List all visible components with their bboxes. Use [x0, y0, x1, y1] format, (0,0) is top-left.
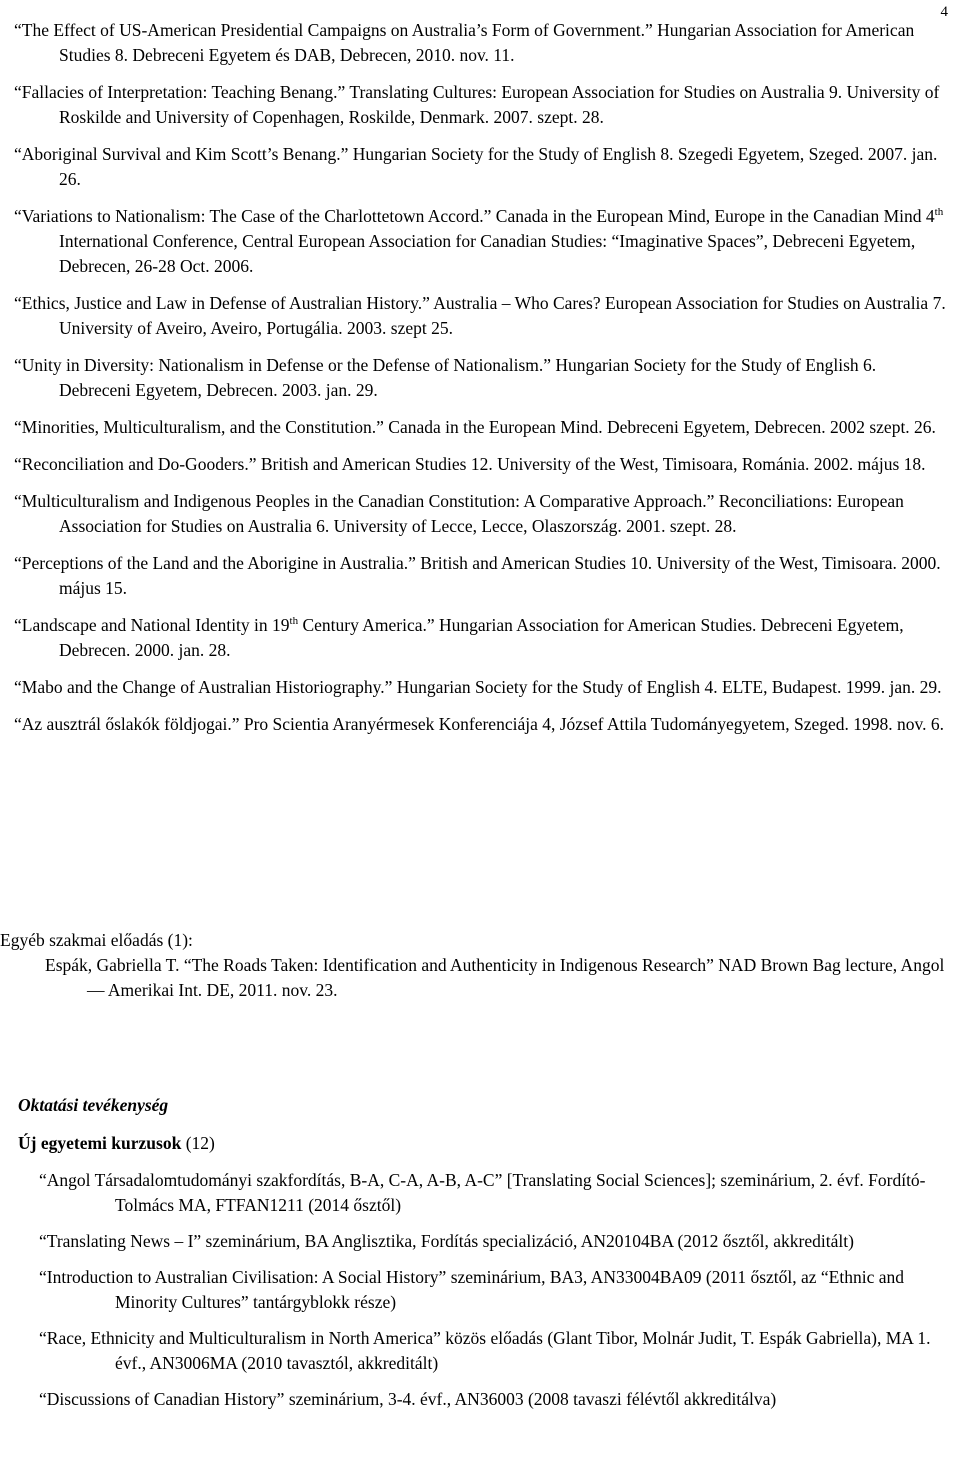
presentation-title: “Perceptions of the Land and the Aborigine in Australia.” — [14, 553, 416, 573]
list-item: “Translating News – I” szeminárium, BA Anglisztika, Fordítás specializáció, AN20104BA (2012 ősztől, akkreditált) — [39, 1231, 854, 1251]
courses-heading-label: Új egyetemi kurzusok — [18, 1133, 182, 1153]
list-item: “Angol Társadalomtudományi szakfordítás, B-A, C-A, A-B, A-C” [Translating Social Sciences]; szeminárium, 2. évf. Fordító-Tolmács MA, FTFAN1211 (2014 ősztől) — [39, 1170, 926, 1215]
presentation-details: Australia – Who Cares? European Association for Studies on Australia 7. University of Aveiro, Aveiro, Portugália. 2003. szept 25. — [59, 293, 946, 338]
presentation-details: British and American Studies 12. University of the West, Timisoara, Románia. 2002. május 18. — [260, 454, 926, 474]
other-talks-heading: Egyéb szakmai előadás (1): — [0, 930, 193, 950]
list-item — [8, 712, 948, 737]
list-item — [8, 452, 948, 477]
list-item — [8, 551, 948, 601]
list-item — [8, 489, 948, 539]
presentation-title: “Aboriginal Survival and Kim Scott’s Benang.” — [14, 144, 349, 164]
presentation-details: Hungarian Society for the Study of English 6. Debreceni Egyetem, Debrecen. 2003. jan. 29. — [59, 355, 877, 400]
list-item — [8, 613, 948, 663]
presentation-title: “Mabo and the Change of Australian Historiography.” — [14, 677, 393, 697]
presentation-details: British and American Studies 10. University of the West, Timisoara. 2000. május 15. — [59, 553, 941, 598]
presentation-title: “Minorities, Multiculturalism, and the Constitution.” — [14, 417, 384, 437]
list-item — [8, 353, 948, 403]
list-item — [8, 18, 948, 68]
courses-list — [18, 1168, 950, 1423]
presentation-title: “Multiculturalism and Indigenous Peoples in the Canadian Constitution: A Comparative Approach.” — [14, 491, 715, 511]
presentation-title: “Az ausztrál őslakók földjogai.” — [14, 714, 240, 734]
presentation-title-sup: th — [289, 615, 299, 628]
presentation-details: Canada in the European Mind. Debreceni Egyetem, Debrecen. 2002 szept. 26. — [388, 417, 936, 437]
page-number: 4 — [940, 4, 948, 20]
list-item: “Race, Ethnicity and Multiculturalism in North America” közös előadás (Glant Tibor, Molnár Judit, T. Espák Gabriella), MA 1. évf., AN3006MA (2010 tavasztól, akkreditált) — [39, 1328, 931, 1373]
list-item — [8, 675, 948, 700]
presentation-title: “Reconciliation and Do-Gooders.” — [14, 454, 257, 474]
courses-count: (12) — [181, 1133, 215, 1153]
list-item — [8, 80, 948, 130]
list-item — [8, 291, 948, 341]
presentation-title: “Unity in Diversity: Nationalism in Defense or the Defense of Nationalism.” — [14, 355, 552, 375]
presentation-details-pre: Canada in the European Mind, Europe in the Canadian Mind 4 — [495, 206, 935, 226]
presentation-details: Hungarian Association for American Studies. Debreceni Egyetem, Debrecen. 2000. jan. 28. — [59, 615, 904, 660]
presentation-title: “Fallacies of Interpretation: Teaching Benang.” — [14, 82, 346, 102]
presentation-title: “Variations to Nationalism: The Case of the Charlottetown Accord.” — [14, 206, 492, 226]
list-item — [8, 415, 948, 440]
presentation-details: Hungarian Society for the Study of English 4. ELTE, Budapest. 1999. jan. 29. — [396, 677, 942, 697]
list-item: “Discussions of Canadian History” szeminárium, 3-4. évf., AN36003 (2008 tavaszi félévtől akkreditálva) — [39, 1389, 777, 1409]
other-talk-entry: Espák, Gabriella T. “The Roads Taken: Identification and Authenticity in Indigenous Research” NAD Brown Bag lecture, Angol — Amerikai Int. DE, 2011. nov. 23. — [45, 955, 945, 1000]
presentation-title: “Ethics, Justice and Law in Defense of Australian History.” — [14, 293, 430, 313]
presentation-title-post: Century America.” — [298, 615, 435, 635]
presentation-details: Translating Cultures: European Association for Studies on Australia 9. University of Roskilde and University of Copenhagen, Roskilde, Denmark. 2007. szept. 28. — [59, 82, 940, 127]
presentation-details-sup: th — [934, 206, 944, 219]
presentation-details: Hungarian Society for the Study of English 8. Szegedi Egyetem, Szeged. 2007. jan. 26. — [59, 144, 938, 189]
presentation-details: Hungarian Association for American Studies 8. Debreceni Egyetem és DAB, Debrecen, 2010. nov. 11. — [59, 20, 915, 65]
teaching-section-title: Oktatási tevékenység — [18, 1095, 169, 1115]
list-item — [8, 204, 948, 279]
presentation-details: Pro Scientia Aranyérmesek Konferenciája 4, József Attila Tudományegyetem, Szeged. 1998. nov. 6. — [243, 714, 945, 734]
list-item: “Introduction to Australian Civilisation: A Social History” szeminárium, BA3, AN33004BA09 (2011 ősztől, az “Ethnic and Minority Cultures” tantárgyblokk része) — [39, 1267, 904, 1312]
other-talks-section — [0, 928, 950, 1003]
courses-heading — [18, 1131, 215, 1156]
presentation-title: “The Effect of US-American Presidential Campaigns on Australia’s Form of Government.” — [14, 20, 653, 40]
presentation-title-pre: “Landscape and National Identity in 19 — [14, 615, 290, 635]
presentation-details: Reconciliations: European Association for Studies on Australia 6. University of Lecce, Lecce, Olaszország. 2001. szept. 28. — [59, 491, 904, 536]
conference-presentations-list — [8, 18, 948, 749]
presentation-details-post: International Conference, Central European Association for Canadian Studies: “Imaginative Spaces”, Debreceni Egyetem, Debrecen, 26-28 Oct. 2006. — [59, 231, 916, 276]
list-item — [8, 142, 948, 192]
